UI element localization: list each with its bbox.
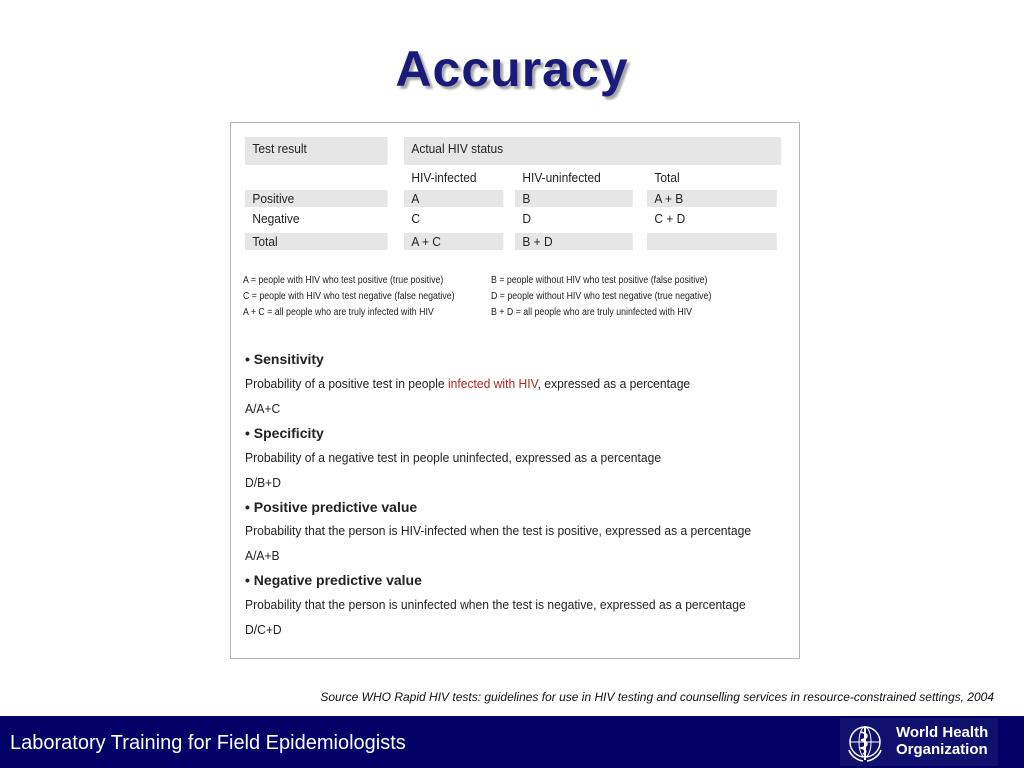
metric-description: Probability of a negative test in people uninfected, expressed as a percentage xyxy=(245,450,662,465)
highlighted-text: infected with HIV xyxy=(447,376,538,391)
row-label-negative: Negative xyxy=(252,211,300,226)
who-wordmark-line: World Health xyxy=(896,724,989,741)
legend-line: A = people with HIV who test positive (true positive) xyxy=(243,275,444,286)
table-cell: B + D xyxy=(515,233,633,250)
metric-heading-npv: • Negative predictive value xyxy=(245,572,422,588)
table-header-test-result: Test result xyxy=(245,137,388,165)
column-header-total: Total xyxy=(654,170,680,185)
row-label-positive: Positive xyxy=(245,190,388,207)
column-header-uninfected: HIV-uninfected xyxy=(522,170,601,185)
who-wordmark xyxy=(896,724,988,758)
table-cell: A + B xyxy=(647,190,777,207)
metric-formula: D/B+D xyxy=(245,475,281,490)
description-text: , expressed as a percentage xyxy=(537,376,691,391)
legend-line: A + C = all people who are truly infected with HIV xyxy=(243,307,434,318)
table-cell: A xyxy=(404,190,503,207)
footer-bar xyxy=(0,716,1024,768)
metric-heading-sensitivity: • Sensitivity xyxy=(245,351,324,367)
table-cell: A + C xyxy=(404,233,503,250)
table-cell: C + D xyxy=(654,211,686,226)
column-header-infected: HIV-infected xyxy=(411,170,477,185)
who-wordmark-line: Organization xyxy=(896,741,988,758)
accuracy-figure xyxy=(230,122,800,659)
metric-description: Probability that the person is HIV-infected when the test is positive, expressed as a percentage xyxy=(245,523,752,538)
metric-description: Probability that the person is uninfected when the test is negative, expressed as a percentage xyxy=(245,597,746,612)
metric-heading-specificity: • Specificity xyxy=(245,425,324,441)
legend-line: B = people without HIV who test positive (false positive) xyxy=(491,275,708,286)
legend-left xyxy=(243,273,455,321)
slide-title: Accuracy xyxy=(395,41,629,97)
table-cell: B xyxy=(515,190,633,207)
footer-label: Laboratory Training for Field Epidemiologists xyxy=(10,732,406,754)
description-text: Probability of a positive test in people xyxy=(245,376,448,391)
metric-formula: A/A+C xyxy=(245,401,281,416)
metric-formula: A/A+B xyxy=(245,548,280,563)
legend-line: B + D = all people who are truly uninfected with HIV xyxy=(491,307,693,318)
table-header-hiv-status: Actual HIV status xyxy=(404,137,781,165)
legend-right xyxy=(491,273,711,321)
legend-line: D = people without HIV who test negative (true negative) xyxy=(491,291,712,302)
row-label-total: Total xyxy=(245,233,388,250)
table-cell: D xyxy=(522,211,531,226)
legend-line: C = people with HIV who test negative (false negative) xyxy=(243,291,455,302)
metric-formula: D/C+D xyxy=(245,622,282,637)
metric-heading-ppv: • Positive predictive value xyxy=(245,499,418,515)
metric-description xyxy=(245,376,690,391)
who-emblem-icon xyxy=(843,720,887,764)
table-cell: C xyxy=(411,211,420,226)
table-cell xyxy=(647,233,777,250)
source-citation: Source WHO Rapid HIV tests: guidelines for use in HIV testing and counselling services in resource-constrained settings, 2004 xyxy=(320,690,994,704)
